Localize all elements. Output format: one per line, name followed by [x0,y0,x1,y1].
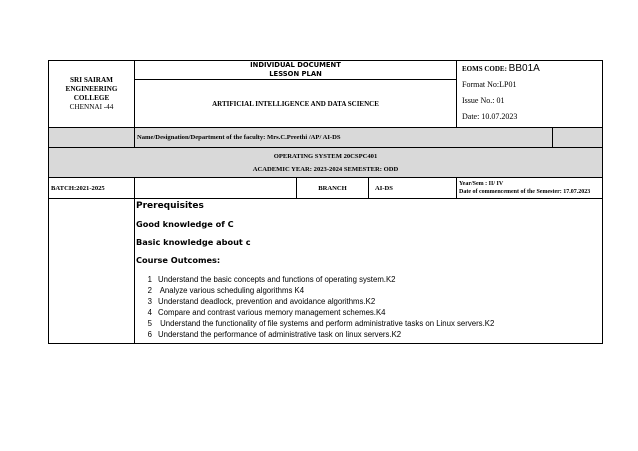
year-sem: Year/Sem : II/ IV [459,181,504,187]
issue-number: Issue No.: 01 [462,96,505,105]
course-info [49,148,603,178]
college-line-3: COLLEGE [73,94,110,102]
branch-value: AI-DS [369,178,457,199]
batch-blank [135,178,297,199]
commencement-date: Date of commencement of the Semester: 17.07.2023 [459,189,591,195]
content-left-margin [49,199,135,344]
faculty-line: Name/Designation/Department of the faculty: Mrs.C.Preethi /AP/ AI-DS [135,128,553,148]
prerequisites-heading: Prerequisites [136,201,204,211]
prerequisite-2: Basic knowledge about c [136,237,251,247]
college-line-2: ENGINEERING [65,85,118,93]
course-outcome: 2 Analyze various scheduling algorithms K4 [147,286,305,295]
faculty-spacer [49,128,135,148]
prerequisite-1: Good knowledge of C [136,219,234,229]
college-line-1: SRI SAIRAM [70,76,113,84]
header-table [48,60,603,344]
document-subtitle: LESSON PLAN [269,70,322,78]
course-content [135,199,603,344]
document-meta [457,61,603,128]
course-title: OPERATING SYSTEM 20CSPC401 [273,152,378,160]
course-outcome: 3 Understand deadlock, prevention and avoidance algorithms.K2 [147,297,376,306]
course-outcome: 1 Understand the basic concepts and functions of operating system.K2 [147,275,396,284]
document-type-cell [135,61,457,80]
eoms-value: BB01A [508,63,540,74]
format-number: Format No:LP01 [462,80,517,89]
course-outcomes-heading: Course Outcomes: [136,255,221,265]
academic-year: ACADEMIC YEAR: 2023-2024 SEMESTER: ODD [252,165,399,173]
eoms-code [462,61,600,77]
faculty-end-spacer [553,128,603,148]
department-name: ARTIFICIAL INTELLIGENCE AND DATA SCIENCE [135,80,457,128]
course-outcome: 4 Compare and contrast various memory management schemes.K4 [147,308,386,317]
course-outcome: 5 Understand the functionality of file systems and perform administrative tasks on Linux servers.K2 [147,319,495,328]
document-type: INDIVIDUAL DOCUMENT [250,61,341,69]
course-outcome: 6 Understand the performance of administrative task on linux servers.K2 [147,330,402,339]
lesson-plan-document [48,60,602,344]
branch-label: BRANCH [297,178,369,199]
college-name [49,61,135,128]
college-city: CHENNAI -44 [69,103,114,111]
document-date: Date: 10.07.2023 [462,112,518,121]
batch: BATCH:2021-2025 [49,178,135,199]
year-semester [457,178,603,199]
course-outcomes-list [136,274,600,340]
eoms-label: EOMS CODE: [462,65,507,73]
